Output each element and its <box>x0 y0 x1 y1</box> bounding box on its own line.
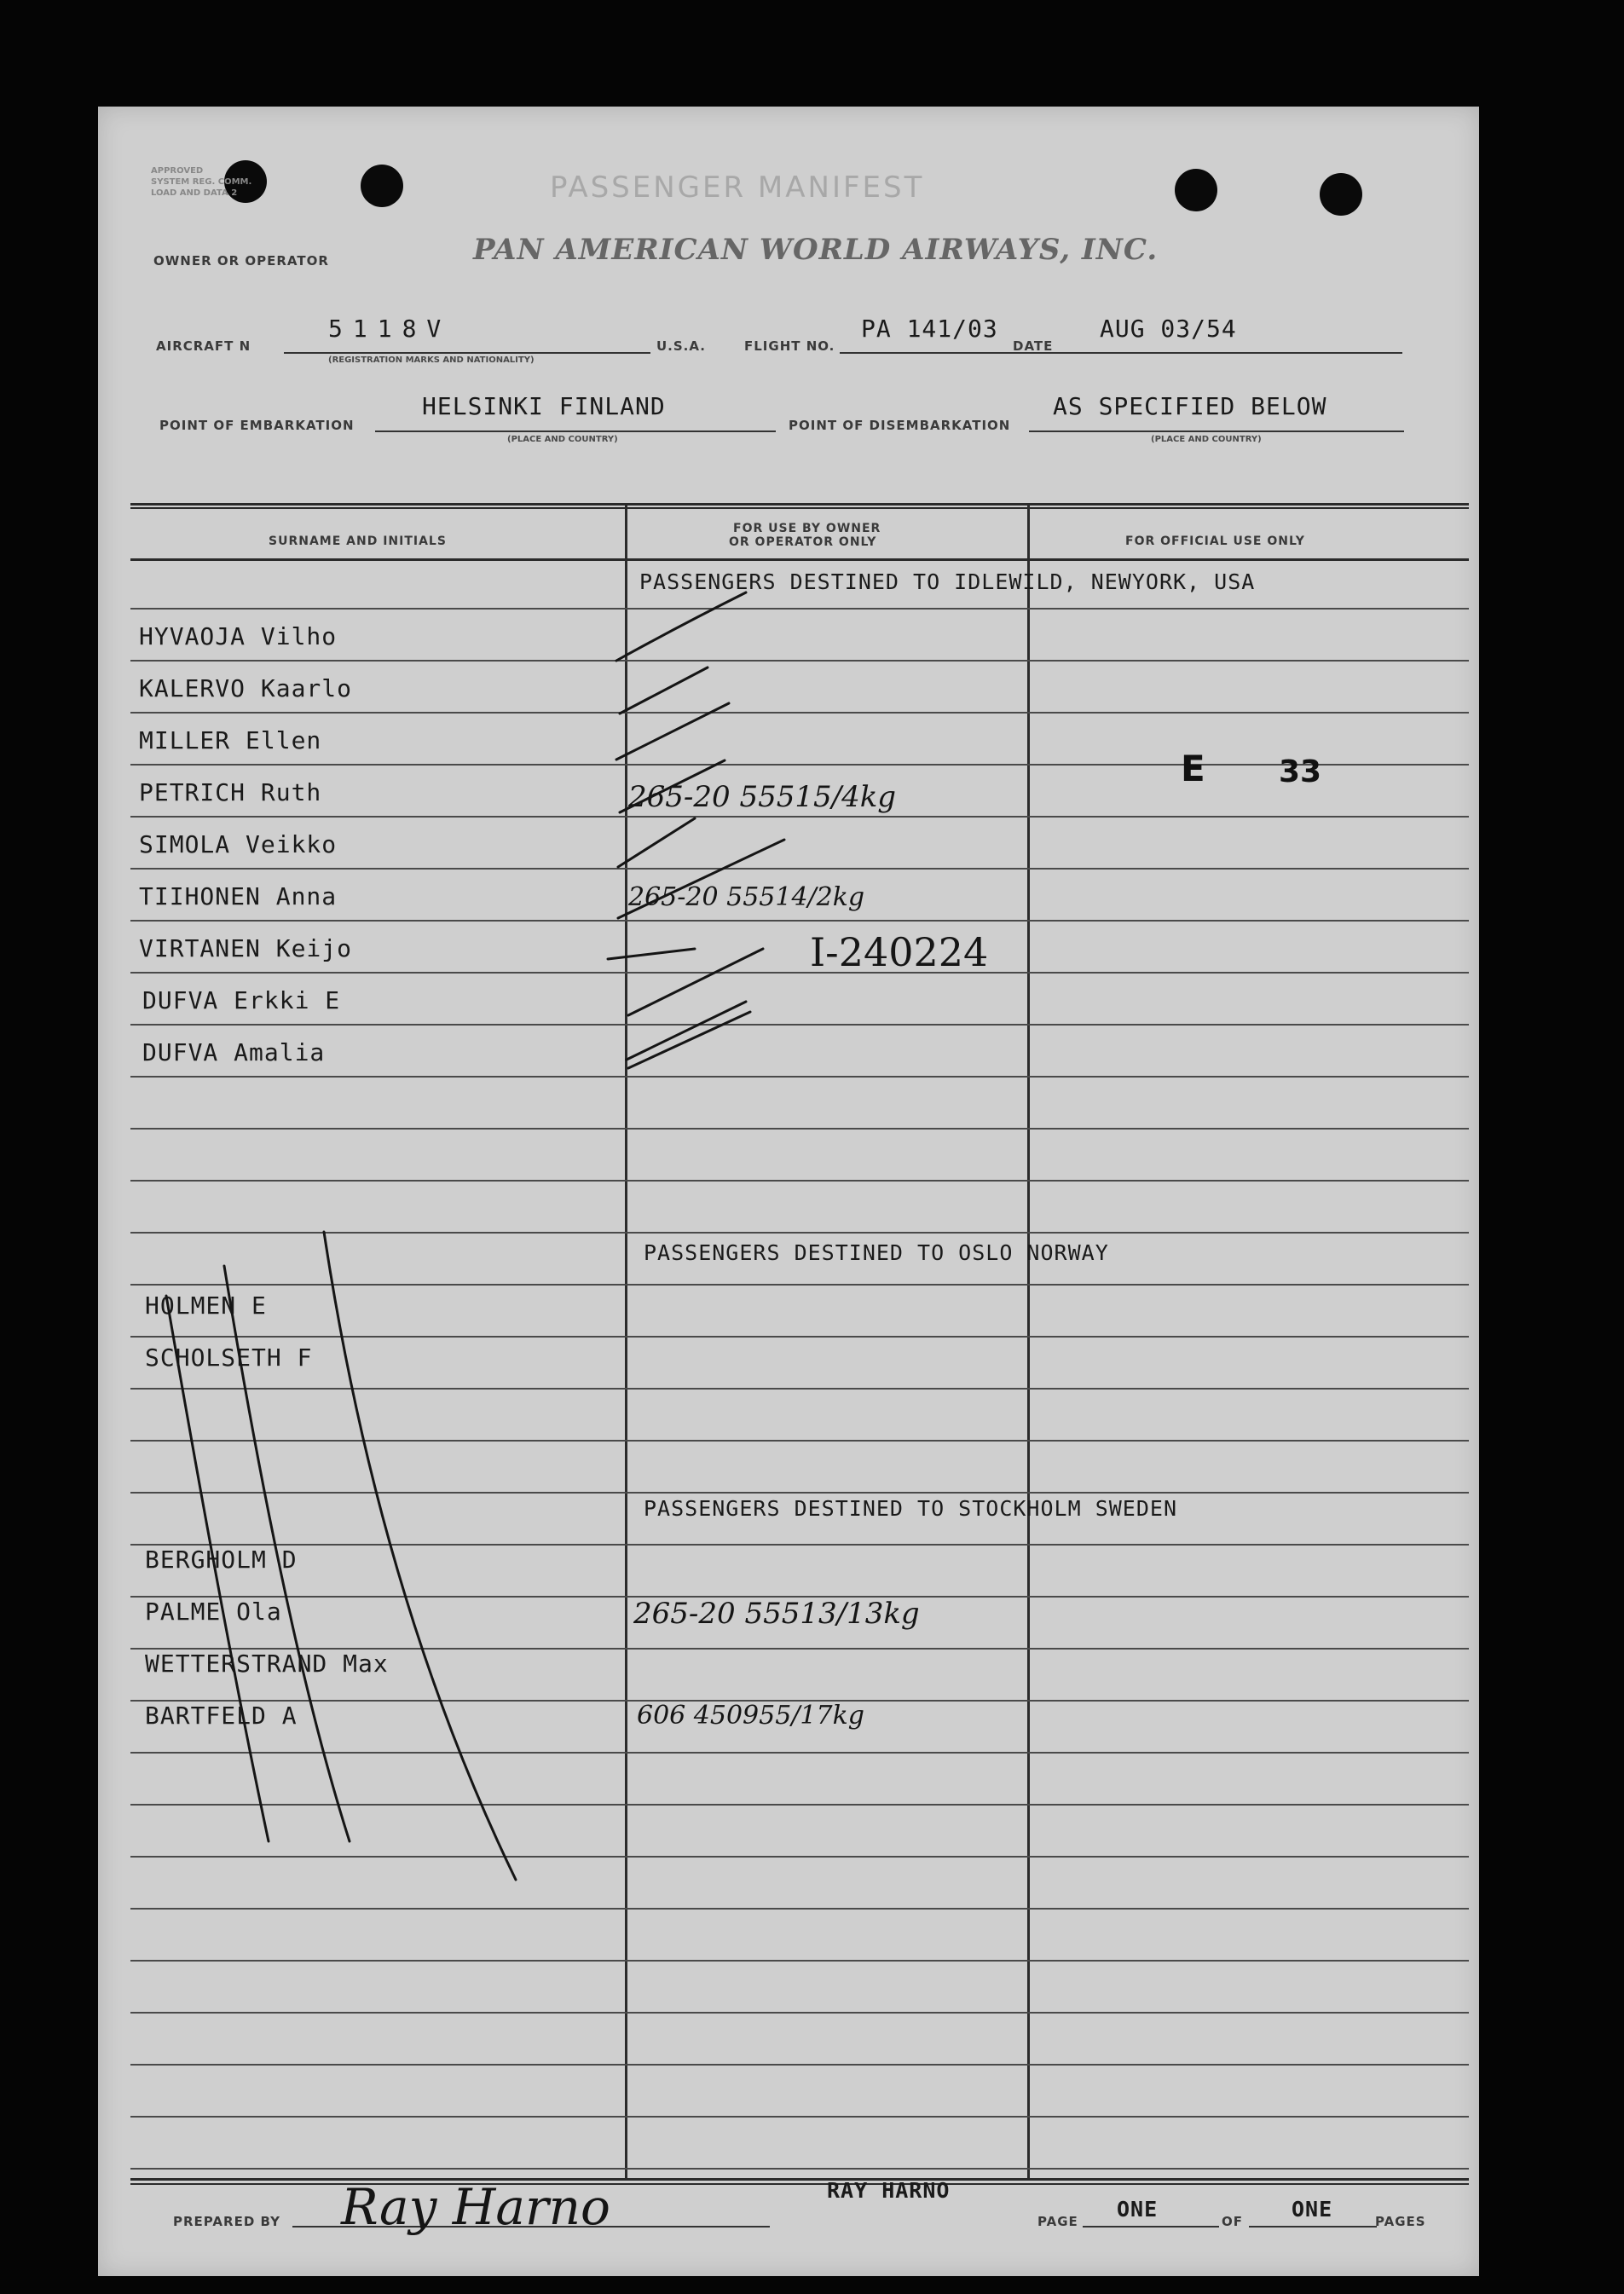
baggage-note: 265-20 55514/2kg <box>628 882 865 912</box>
page-value: ONE <box>1117 2197 1159 2222</box>
airline-name: PAN AMERICAN WORLD AIRWAYS, INC. <box>473 233 1159 267</box>
embark-value: HELSINKI FINLAND <box>422 392 666 420</box>
passenger-name: SIMOLA Veikko <box>139 830 338 858</box>
approval-line: LOAD AND DATA 2 <box>151 188 238 198</box>
baggage-note: 606 450955/17kg <box>637 1701 864 1731</box>
disembark-label: POINT OF DISEMBARKATION <box>789 418 1011 433</box>
aircraft-value: 5118V <box>328 315 452 343</box>
passenger-name: MILLER Ellen <box>139 726 322 754</box>
section-heading: PASSENGERS DESTINED TO OSLO NORWAY <box>644 1240 1109 1265</box>
column-header-owner: OR OPERATOR ONLY <box>729 535 877 549</box>
passenger-name: PALME Ola <box>145 1598 282 1626</box>
passenger-name: TIIHONEN Anna <box>139 882 338 910</box>
signature: Ray Harno <box>341 2178 610 2236</box>
of-label: OF <box>1222 2214 1243 2229</box>
date-label: DATE <box>1013 338 1054 354</box>
check-stroke <box>616 703 729 760</box>
usa-label: U.S.A. <box>656 338 706 354</box>
pages-value: ONE <box>1292 2197 1333 2222</box>
flight-value: PA 141/03 <box>861 315 998 343</box>
check-stroke <box>620 760 725 812</box>
form-title: PASSENGER MANIFEST <box>550 170 925 205</box>
aircraft-label: AIRCRAFT N <box>156 338 251 354</box>
official-mark: E <box>1181 748 1205 789</box>
passenger-name: WETTERSTRAND Max <box>145 1650 389 1678</box>
preparer-name: RAY HARNO <box>827 2178 951 2203</box>
cancel-stroke <box>324 1232 516 1880</box>
approval-line: APPROVED <box>151 166 204 176</box>
passenger-name: KALERVO Kaarlo <box>139 674 353 702</box>
date-value: AUG 03/54 <box>1100 315 1237 343</box>
place-note: (PLACE AND COUNTRY) <box>507 435 618 444</box>
pen-strokes <box>98 107 1479 2276</box>
passenger-name: HYVAOJA Vilho <box>139 622 338 650</box>
check-stroke <box>608 949 695 959</box>
place-note: (PLACE AND COUNTRY) <box>1151 435 1262 444</box>
manifest-sheet <box>98 107 1479 2276</box>
check-stroke <box>618 818 695 867</box>
passenger-name: BARTFELD A <box>145 1702 298 1730</box>
pages-label: PAGES <box>1375 2214 1426 2229</box>
passenger-name: BERGHOLM D <box>145 1546 298 1574</box>
column-header-owner: FOR USE BY OWNER <box>733 522 881 535</box>
section-heading: PASSENGERS DESTINED TO STOCKHOLM SWEDEN <box>644 1496 1177 1521</box>
passenger-name: DUFVA Amalia <box>142 1038 326 1066</box>
baggage-note: 265-20 55513/13kg <box>633 1597 920 1631</box>
passenger-name: DUFVA Erkki E <box>142 986 341 1014</box>
prepared-label: PREPARED BY <box>173 2214 280 2229</box>
check-stroke <box>628 949 763 1015</box>
baggage-note: 265-20 55515/4kg <box>628 780 897 814</box>
cancel-stroke <box>166 1296 269 1841</box>
check-stroke <box>627 1002 746 1060</box>
section-heading: PASSENGERS DESTINED TO IDLEWILD, NEWYORK, USA <box>639 569 1256 594</box>
official-count: 33 <box>1279 754 1322 789</box>
flight-label: FLIGHT NO. <box>744 338 835 354</box>
page-label: PAGE <box>1037 2214 1078 2229</box>
check-stroke <box>628 1012 750 1068</box>
check-stroke <box>616 592 746 661</box>
official-id-note: I-240224 <box>810 929 989 975</box>
approval-line: SYSTEM REG. COMM. <box>151 177 252 187</box>
column-header-official: FOR OFFICIAL USE ONLY <box>1125 534 1305 548</box>
cancel-stroke <box>224 1266 350 1841</box>
column-header-surname: SURNAME AND INITIALS <box>269 534 447 548</box>
disembark-value: AS SPECIFIED BELOW <box>1053 392 1327 420</box>
check-stroke <box>620 667 708 714</box>
passenger-name: PETRICH Ruth <box>139 778 322 806</box>
registration-note: (REGISTRATION MARKS AND NATIONALITY) <box>328 355 535 365</box>
owner-label: OWNER OR OPERATOR <box>153 253 329 269</box>
passenger-name: SCHOLSETH F <box>145 1343 313 1372</box>
passenger-name: VIRTANEN Keijo <box>139 934 353 962</box>
passenger-name: HOLMEN E <box>145 1291 267 1320</box>
embark-label: POINT OF EMBARKATION <box>159 418 355 433</box>
